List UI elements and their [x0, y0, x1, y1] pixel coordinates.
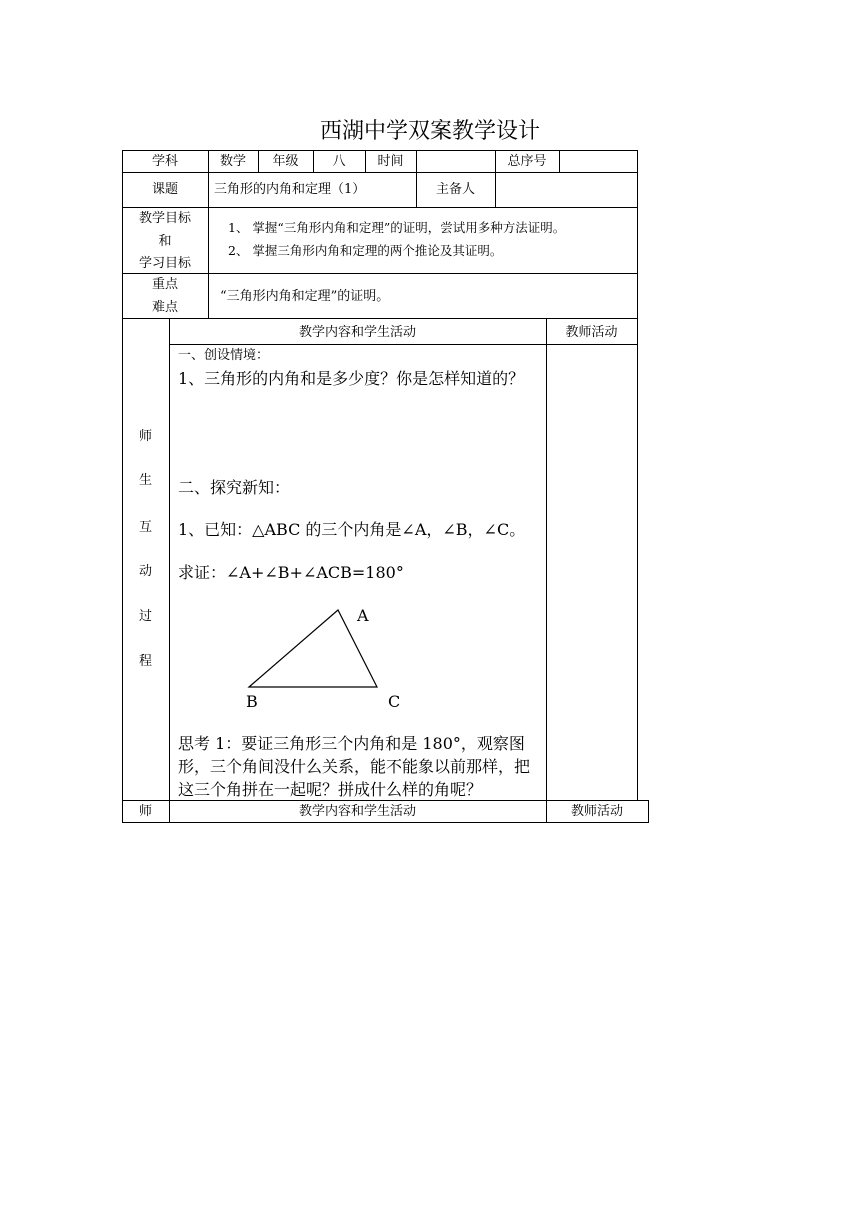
vertex-b-label: B	[246, 692, 258, 711]
time-label: 时间	[377, 154, 404, 169]
footer-content-header: 教学内容和学生活动	[298, 804, 416, 819]
side-char-4: 动	[138, 564, 152, 579]
vertex-a-label: A	[357, 606, 369, 625]
content-header: 教学内容和学生活动	[298, 325, 416, 340]
page-title: 西湖中学双案教学设计	[319, 119, 540, 144]
key-points-label-line2: 难点	[151, 300, 178, 315]
footer-side: 师	[138, 804, 152, 819]
side-char-6: 程	[138, 654, 152, 669]
goals-label-line3: 学习目标	[138, 256, 191, 271]
section1-title: 一、创设情境：	[178, 348, 270, 363]
question-1: 1、三角形的内角和是多少度？你是怎样知道的？	[178, 369, 525, 388]
known-statement: 1、已知：△ABC 的三个内角是∠A，∠B，∠C。	[178, 520, 526, 539]
side-char-3: 互	[138, 520, 152, 535]
side-char-2: 生	[138, 473, 152, 488]
key-points-label-line1: 重点	[151, 277, 178, 292]
goals-label-line2: 和	[158, 234, 172, 249]
topic-value: 三角形的内角和定理（1）	[214, 182, 366, 197]
teacher-header: 教师活动	[565, 325, 618, 340]
key-points-value: “三角形内角和定理”的证明。	[220, 289, 390, 304]
side-char-1: 师	[138, 429, 152, 444]
section2-title: 二、探究新知：	[178, 478, 291, 497]
preparer-label: 主备人	[435, 182, 475, 197]
grade-value: 八	[332, 154, 346, 169]
serial-label: 总序号	[507, 154, 547, 169]
subject-label: 学科	[151, 154, 178, 169]
prove-statement: 求证：∠A+∠B+∠ACB=180°	[178, 563, 404, 582]
footer-teacher-header: 教师活动	[570, 804, 623, 819]
think-1: 思考 1：要证三角形三个内角和是 180°，观察图形，三个角间没什么关系，能不能象以前那样，把这三个角拼在一起呢？拼成什么样的角呢？	[178, 734, 531, 799]
goal-item-1: 1、 掌握“三角形内角和定理”的证明，尝试用多种方法证明。	[228, 220, 566, 235]
side-char-5: 过	[138, 609, 152, 624]
subject-value: 数学	[219, 154, 246, 169]
goals-label-line1: 教学目标	[138, 211, 191, 226]
goal-item-2: 2、 掌握三角形内角和定理的两个推论及其证明。	[228, 243, 503, 258]
grade-label: 年级	[272, 154, 299, 169]
vertex-c-label: C	[388, 692, 401, 711]
topic-label: 课题	[151, 182, 178, 197]
